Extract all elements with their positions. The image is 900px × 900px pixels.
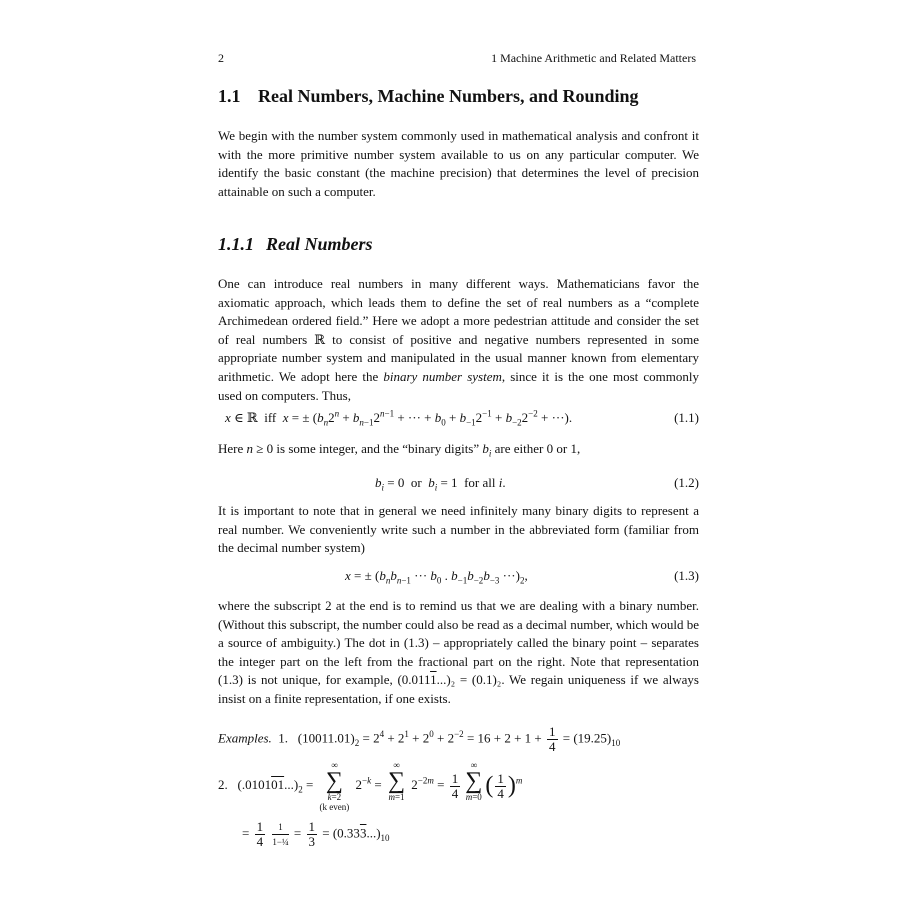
page-number: 2 (218, 51, 224, 65)
example-2-line-1 (218, 760, 699, 816)
equation-tag: (1.1) (674, 410, 699, 425)
example-number: 2. (218, 776, 228, 792)
running-header: 1 Machine Arithmetic and Related Matters (491, 51, 696, 65)
paragraph-text: Here (218, 441, 247, 456)
equation-1-1 (218, 410, 699, 430)
example-1-body: Examples. 1. $(10011.01)_2 = 2^4 + 2^1 + 2^0 + 2^{-2} = 16 + 2 + 1$ + $\frac{1}{4}$ = $(19.25)_{10}$ (218, 724, 621, 754)
emphasis-binary-number-system: binary number system (383, 368, 502, 384)
paragraph-text: , since it is the one most commonly used on computers. Thus, (218, 368, 699, 403)
paragraph-text: ≥ 0 is some integer, and the “binary digits” (253, 441, 483, 456)
equation-tag: (1.2) (674, 475, 699, 490)
example-1 (218, 725, 699, 755)
examples-label: Examples. (218, 730, 272, 746)
paragraph-infinitely-many: It is important to note that in general we need infinitely many binary digits to represent a real number. We conveniently write such a number in the abbreviated form (familiar from the decimal number system) (218, 503, 699, 556)
paragraph-subscript: where the subscript 2 at the end is to remind us that we are dealing with a binary number. (Without this subscript, the number could also be read as a decimal number, which would be a source of ambiguity.) The dot in (1.3) – appropriately called the binary point – separates the integer part on the left from the fractional part on the right. Note that representation (1.3) is not unique, for example, (0.0111...)₂ = (0.1)₂. We regain uniqueness if we always insist on a finite representation, if one exists. (218, 598, 699, 706)
section-number: 1.1 (218, 86, 241, 106)
subsection-title: Real Numbers (266, 234, 373, 254)
equation-1-2 (218, 475, 699, 495)
equation-body: x = ± ($b_nb_{n-1}$ ··· $b_0$ . $b_{-1}b_{-2}b_{-3} \cdot\cdot\cdot)_2$, (345, 568, 528, 586)
word-for-all: for all (464, 475, 496, 490)
section-intro: We begin with the number system commonly used in mathematical analysis and confront it with the more primitive number system available to us on any particular computer. We identify the basic constant (the machine precision) that determines the level of precision attainable on such a computer. (218, 128, 699, 199)
example-2-line-2 (218, 820, 699, 860)
paragraph-text: One can introduce real numbers in many different ways. Mathematicians favor the axiomatic approach, which leads them to define the set of real numbers as a “complete Archimedean ordered field.” Here we adopt a more pedestrian attitude and consider the set of real numbers ℝ to consist of positive and negative numbers represented in some appropriate number system and manipulated in the usual manner known from elementary arithmetic. We adopt here the (218, 276, 699, 384)
equation-tag: (1.3) (674, 568, 699, 583)
section-title: Real Numbers, Machine Numbers, and Rounding (258, 86, 639, 106)
example-number: 1. (278, 730, 289, 746)
word-or: or (410, 475, 422, 490)
subsection-heading (218, 234, 373, 255)
section-heading (218, 86, 639, 107)
paragraph-binary-digits: Here n ≥ 0 is some integer, and the “binary digits” $b_i$ are either 0 or 1, (218, 441, 581, 459)
paragraph-text: ...)₂ = (0.1)₂. We regain uniqueness if we always insist on a finite representation, if one exists. (218, 672, 699, 706)
example-2-result: = $\frac{1}{4}$ $\frac{1}{\text{1−¼}}$ = $\frac{1}{3}$ = $(0.333...)_{10}$ (242, 819, 390, 849)
equation-1-3 (218, 568, 699, 588)
paragraph-real-numbers (218, 275, 699, 405)
example-2-body: 2. $(.010101...)_2$ = ∞ ∑ k=2 (k even) $2^{-k}$ = ∞ ∑ m=1 $2^{-2m}$ = $\frac{1}{4}$ ∞ ∑ m=0 ( $\frac{1}{4}$ )$^m$ (218, 760, 523, 812)
k-even-label: (k even) (319, 802, 350, 812)
paragraph-text: where the subscript 2 at the end is to remind us that we are dealing with a binary number. (Without this subscript, the number could also be read as a decimal number, which would be a source of ambiguity.) The dot in (1.3) – appropriately called the binary point – separates the integer part on the left from the fractional part on the right. Note that representation (1.3) is not unique, for example, (0.011 (218, 598, 699, 688)
equation-body: $b_i = 0$ or $b_i = 1$ for all i. (375, 475, 506, 493)
paragraph-text: are either 0 or 1, (491, 441, 581, 456)
equation-body: x ∈ ℝ iff x = ± ($b_n2^n + b_{n-1}2^{n-1}$ + ··· + $b_0 + b_{-1}2^{-1} + b_{-2}2^{-2}$ + ···). (225, 408, 573, 428)
subsection-number: 1.1.1 (218, 234, 254, 254)
